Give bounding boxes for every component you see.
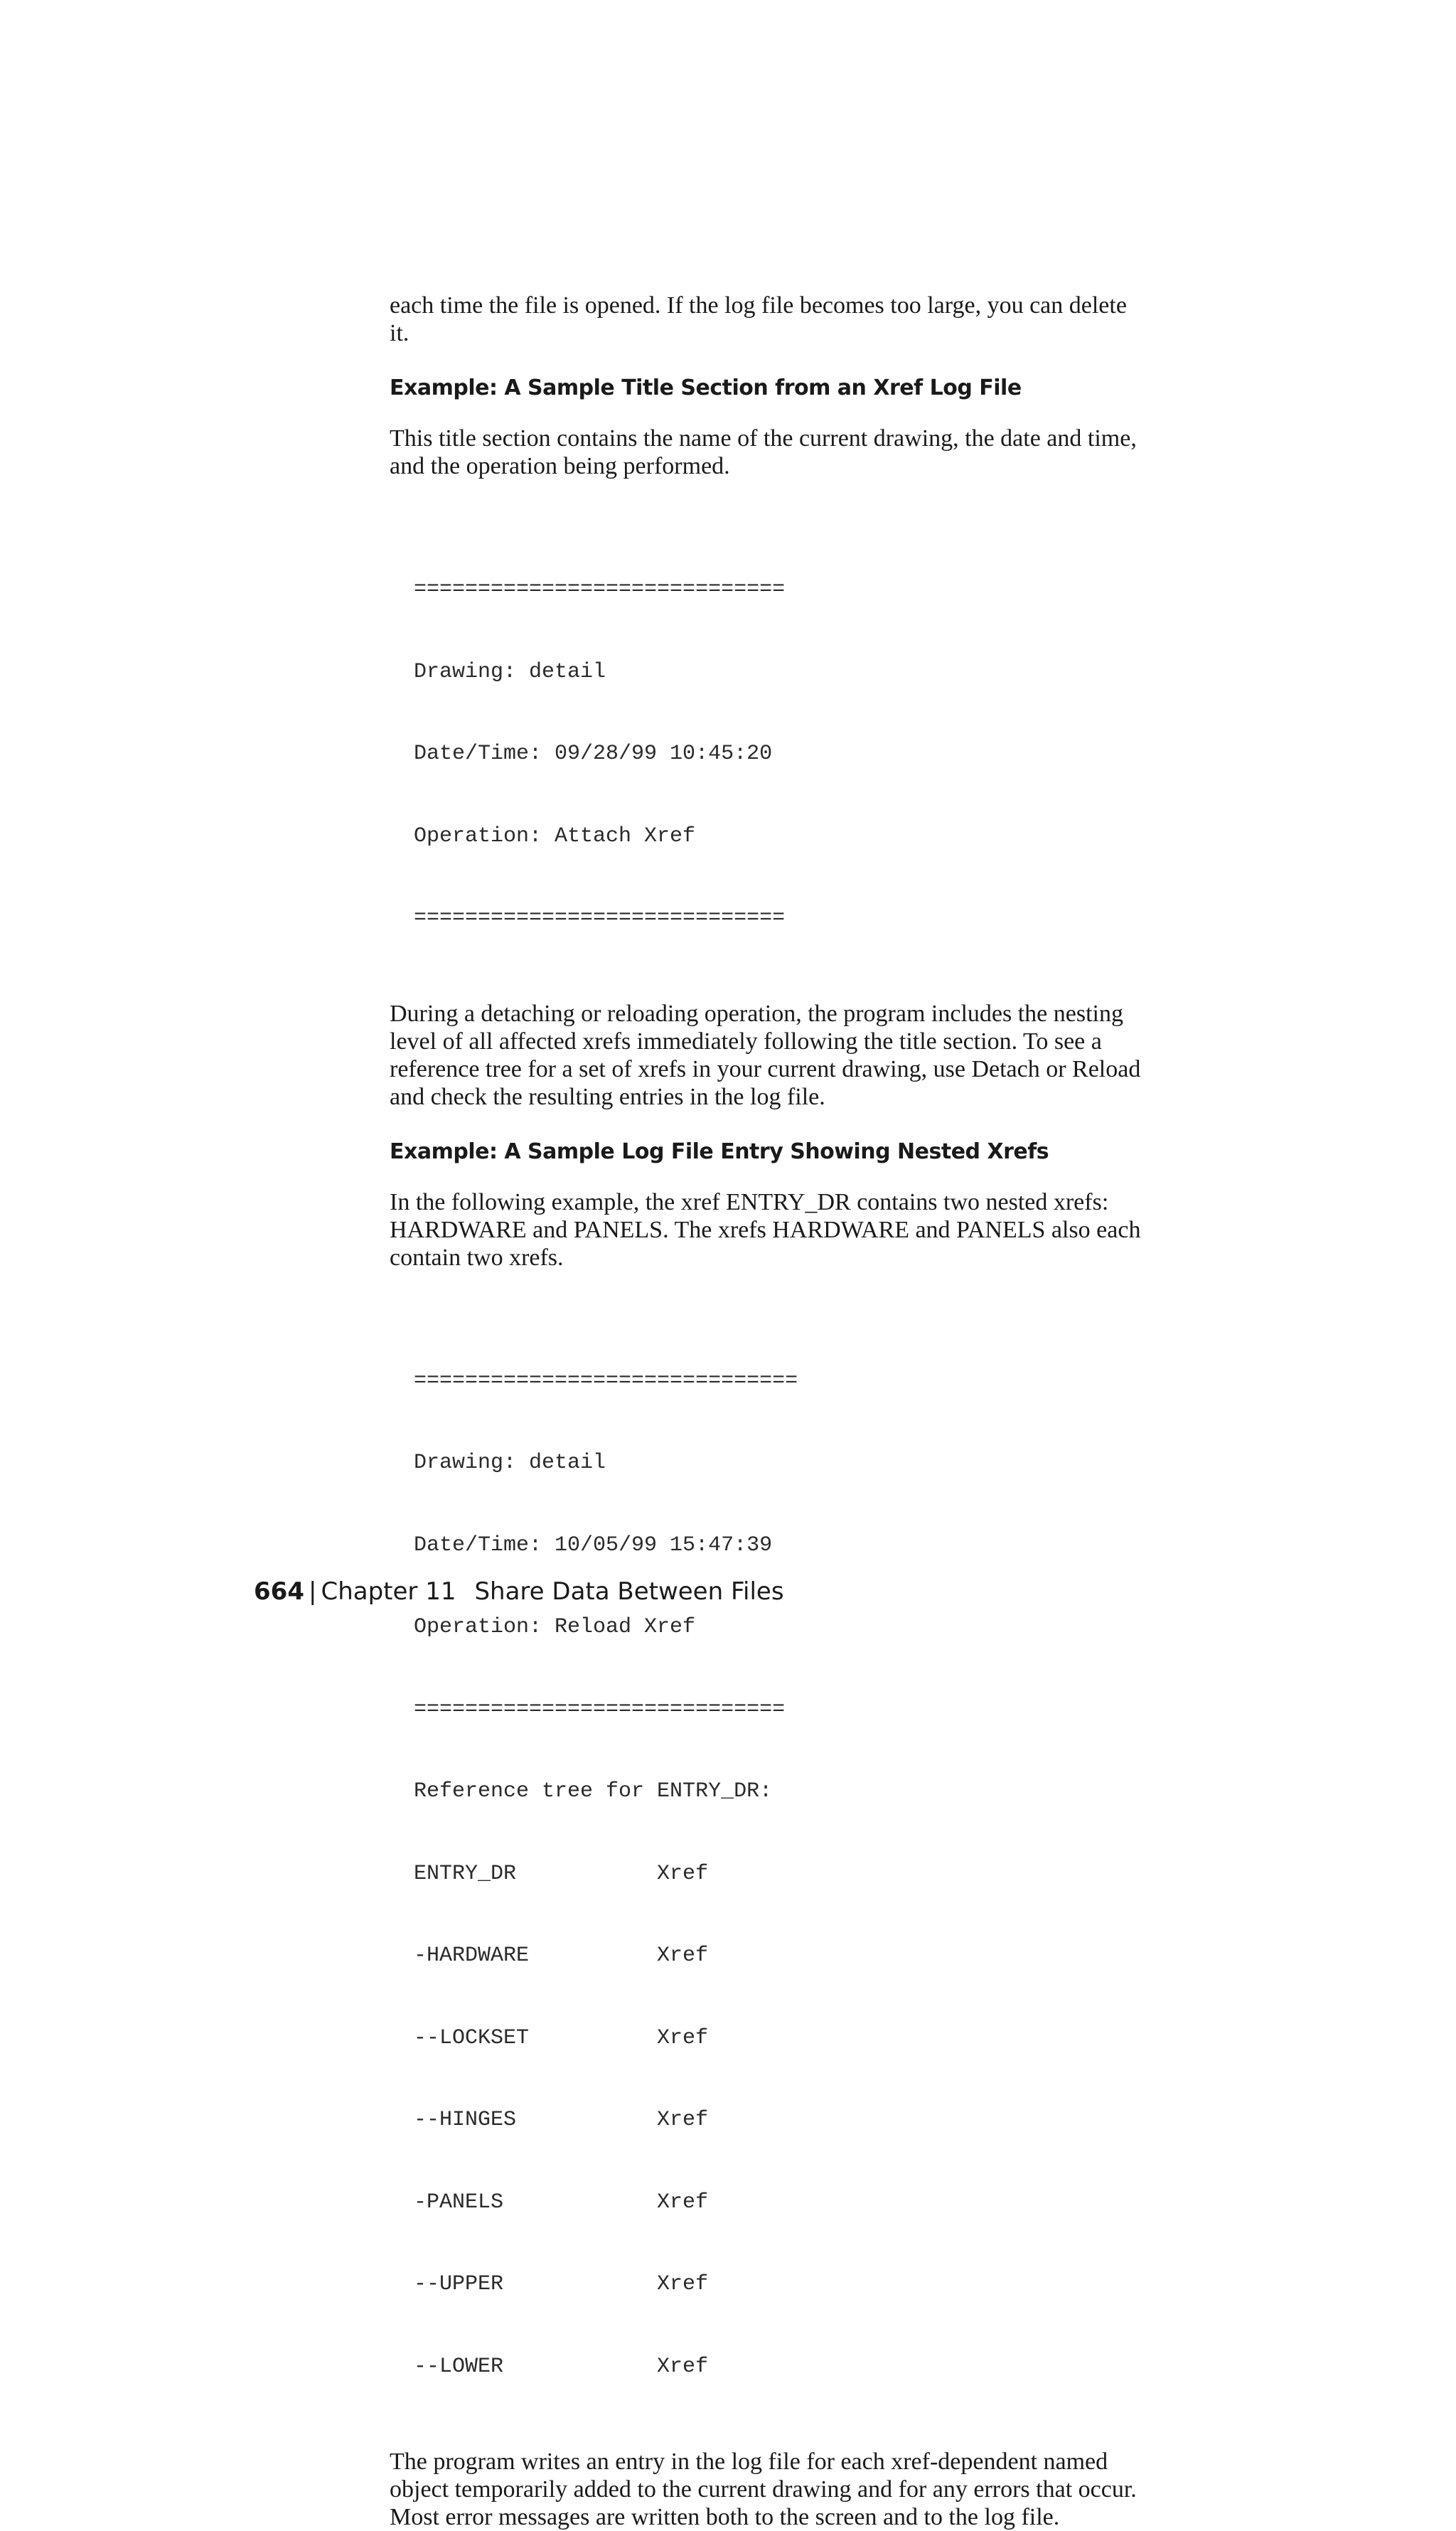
code-line: =============================: [414, 577, 786, 602]
intro-paragraph: each time the file is opened. If the log file becomes too large, you can delete it.: [390, 292, 1127, 346]
closing-paragraph: The program writes an entry in the log file for each xref-dependent named object temporarily added to the current drawing and for any errors that occur. Most error messages are written both to the screen and to the log file.: [390, 2449, 1137, 2530]
code-line: =============================: [414, 1697, 786, 1722]
code-line: --UPPER Xref: [414, 2272, 709, 2296]
code-block-nested-xrefs: [390, 1313, 1157, 2436]
title-section-description: This title section contains the name of the current drawing, the date and time, and the operation being performed.: [390, 425, 1137, 479]
code-line: Reference tree for ENTRY_DR:: [414, 1779, 773, 1803]
code-line: -PANELS Xref: [414, 2190, 709, 2215]
code-line: --LOWER Xref: [414, 2354, 709, 2379]
example2-heading: Example: A Sample Log File Entry Showing Nested Xrefs: [390, 1139, 1049, 1164]
chapter-title: Share Data Between Files: [474, 1577, 784, 1606]
code-line: Operation: Reload Xref: [414, 1615, 696, 1639]
code-line: ENTRY_DR Xref: [414, 1861, 709, 1886]
code-line: ==============================: [414, 1368, 798, 1393]
example1-heading: Example: A Sample Title Section from an Xref Log File: [390, 375, 1022, 400]
code-line: Drawing: detail: [414, 1451, 606, 1475]
chapter-label: Chapter 11: [321, 1577, 456, 1606]
code-line: Drawing: detail: [414, 659, 606, 684]
code-line: -HARDWARE Xref: [414, 1944, 709, 1968]
code-line: Date/Time: 10/05/99 15:47:39: [414, 1533, 773, 1557]
code-line: --HINGES Xref: [414, 2108, 709, 2132]
page-footer: [254, 1576, 784, 1607]
code-line: Operation: Attach Xref: [414, 824, 696, 848]
detach-reload-paragraph: During a detaching or reloading operation, the program includes the nesting level of all affected xrefs immediately following the title section. To see a reference tree for a set of xrefs in your current drawing, use Detach or Reload and check the resulting entries in the log file.: [390, 1000, 1141, 1110]
code-line: --LOCKSET Xref: [414, 2025, 709, 2050]
code-line: =============================: [414, 906, 786, 930]
page-number: 664: [254, 1577, 304, 1606]
code-line: Date/Time: 09/28/99 10:45:20: [414, 742, 773, 766]
page-content: [390, 292, 1157, 2531]
footer-separator: |: [308, 1577, 317, 1606]
code-block-title-section: [390, 521, 1157, 987]
nested-example-description: In the following example, the xref ENTRY_DR contains two nested xrefs: HARDWARE and PANELS. The xrefs HARDWARE and PANELS also each contain two xrefs.: [390, 1188, 1141, 1271]
